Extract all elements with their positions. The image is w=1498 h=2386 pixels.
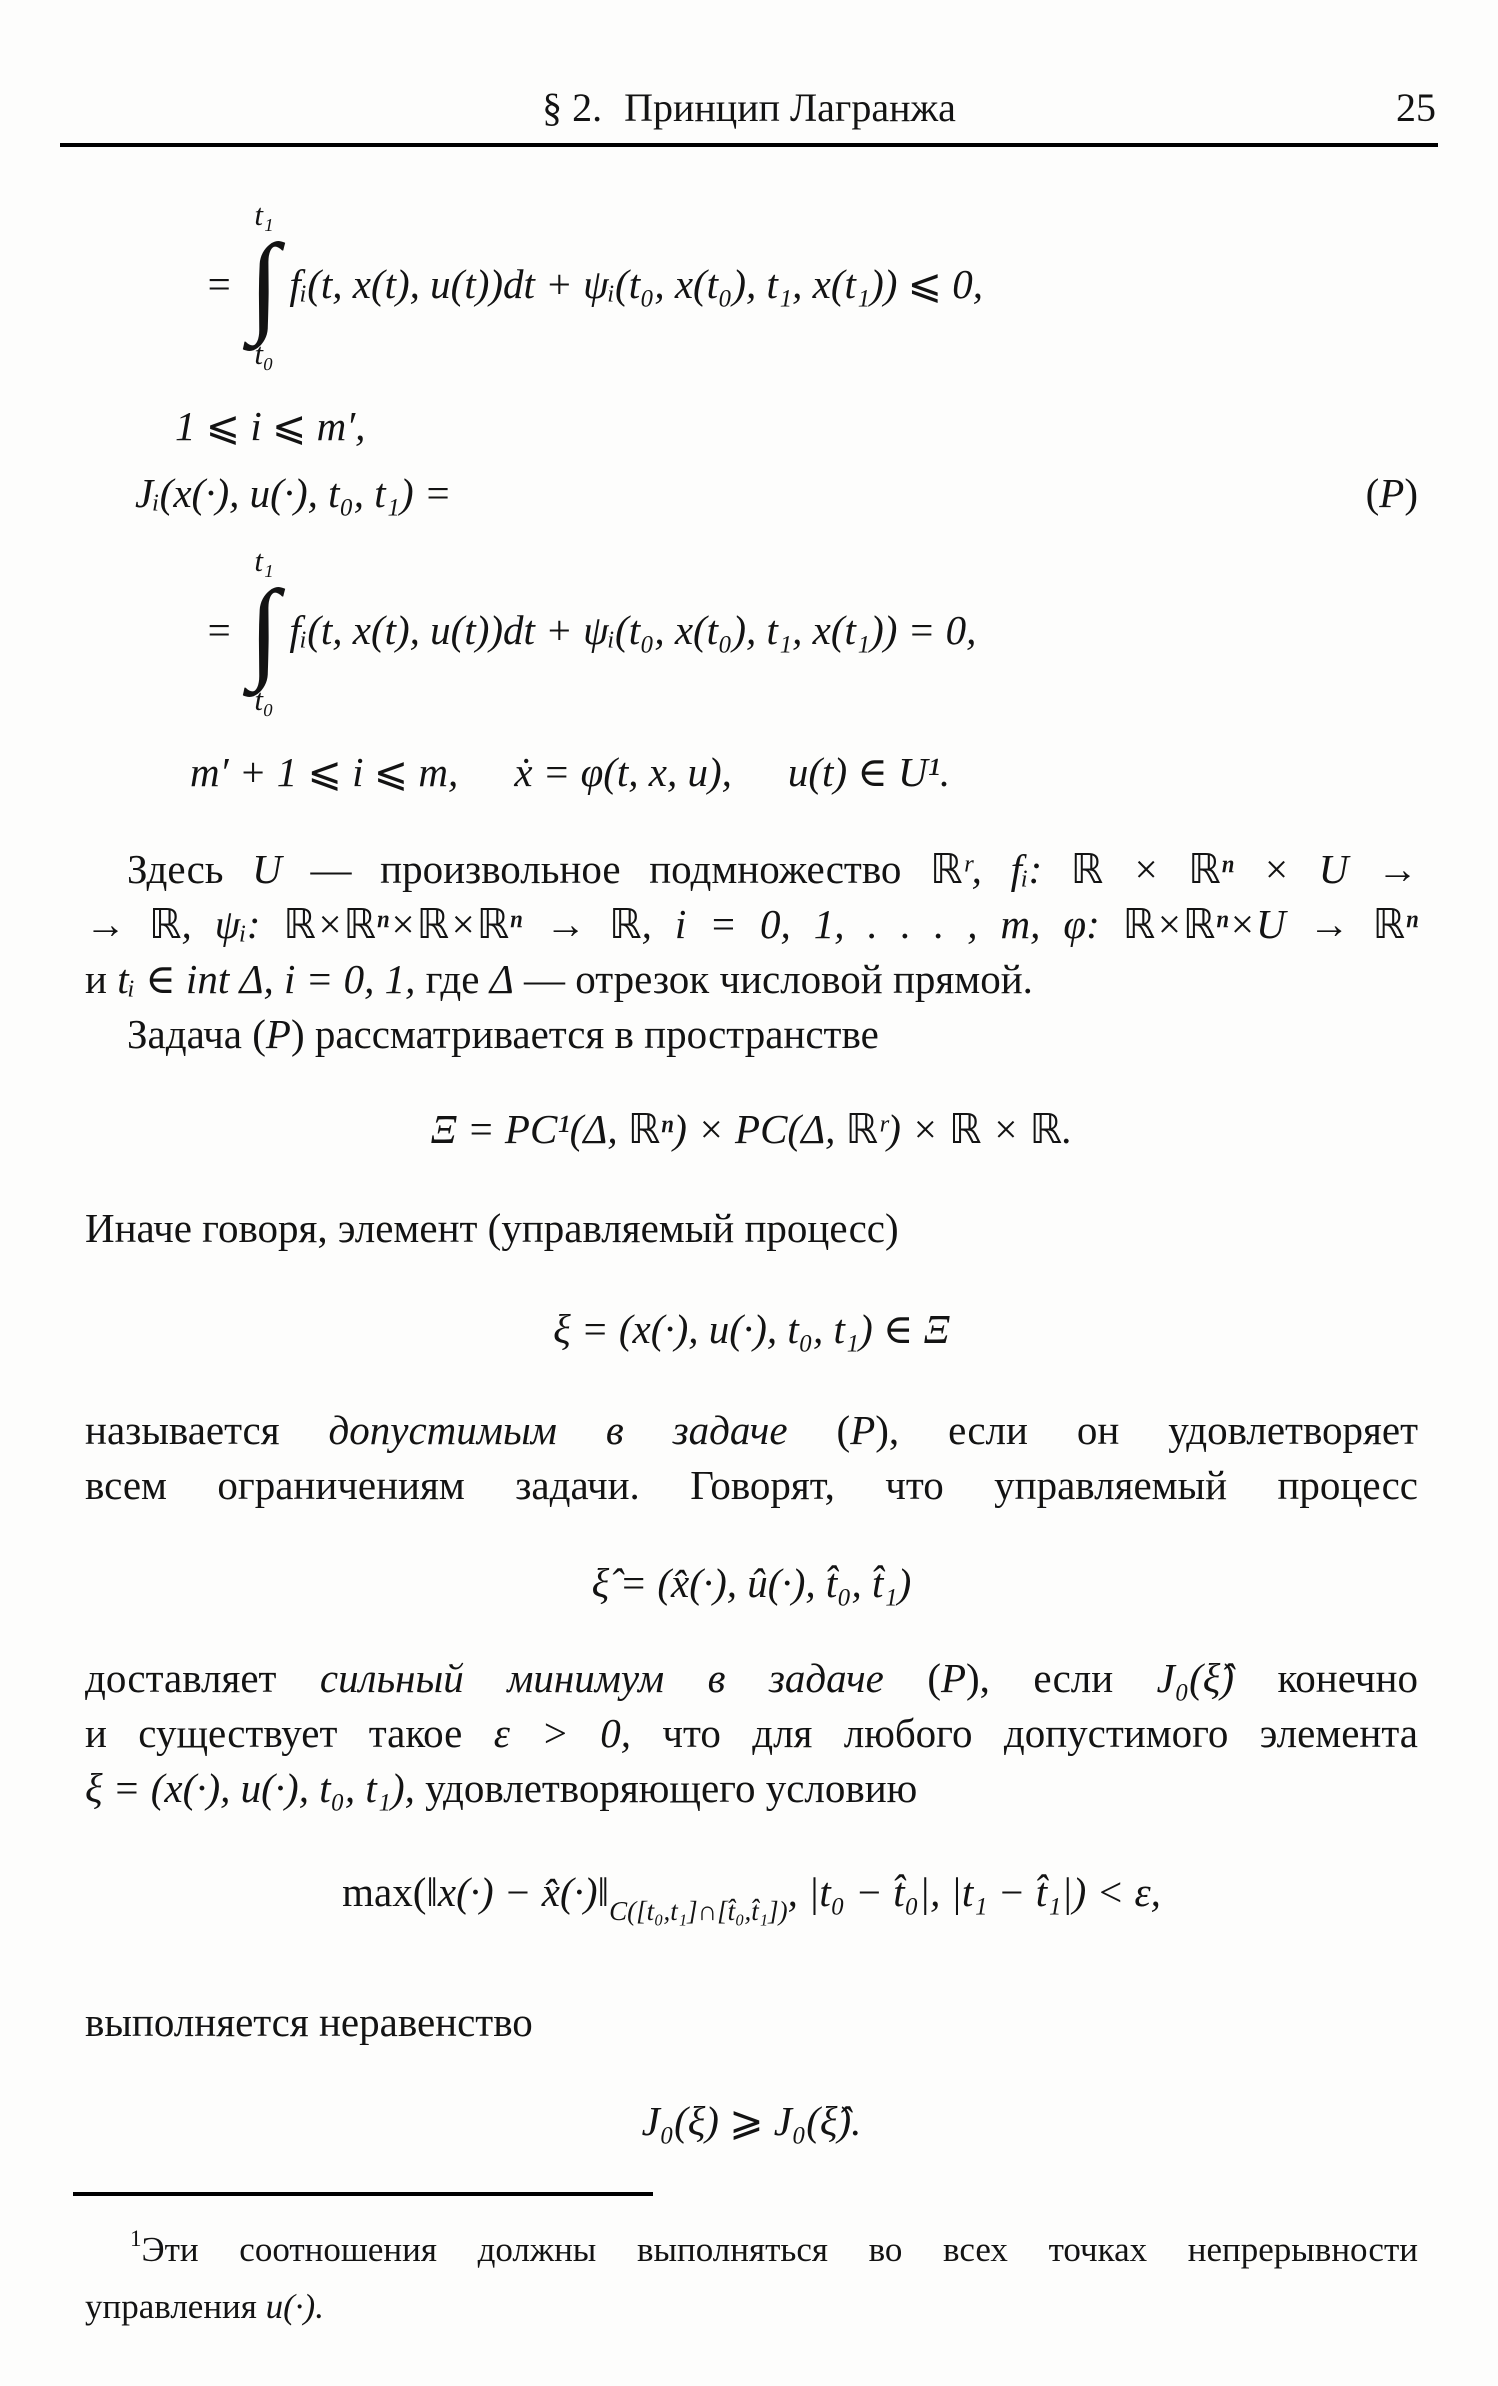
math-segment: tᵢ ∈ int Δ, i = 0, 1, (117, 956, 416, 1002)
footnote-marker: 1 (130, 2226, 142, 2251)
math-segment: ‖x(·) − x̂(·)‖ (426, 1869, 610, 1915)
paragraph-problem-space (85, 1007, 1418, 1062)
section-mark: § 2. (542, 85, 603, 130)
paragraph-line (85, 842, 1418, 897)
math-segment: ε > 0, (493, 1710, 632, 1756)
text-segment: называется (85, 1407, 329, 1453)
text-segment: — отрезок числовой прямой. (513, 956, 1033, 1002)
integral-sign: ∫ (248, 568, 280, 692)
equals-sign: = (205, 260, 233, 307)
integral-lower-limit: t₀ (254, 336, 274, 371)
footnote-rule (73, 2192, 653, 2196)
paragraph-line (85, 952, 1418, 1007)
page-content (85, 199, 1418, 2335)
norm-subscript: C([t₀,t₁]∩[t̂₀,t̂₁]) (609, 1896, 788, 1926)
paragraph-line: → ℝ, ψᵢ: ℝ×ℝⁿ×ℝ×ℝⁿ → ℝ, i = 0, 1, . . . , m, φ: ℝ×ℝⁿ×U → ℝⁿ (85, 901, 1418, 947)
label-letter: P (1379, 470, 1405, 516)
math-segment: u(·). (265, 2287, 324, 2326)
paragraph-definitions (85, 842, 1418, 1007)
math-segment: , |t₀ − t̂₀|, |t₁ − t̂₁|) < ε, (787, 1869, 1161, 1915)
math-segment: P (940, 1655, 967, 1701)
index-range-condition-2: m′ + 1 ⩽ i ⩽ m, (190, 749, 459, 795)
text-segment: ), если (966, 1655, 1157, 1701)
text-segment: и существует такое (85, 1710, 494, 1756)
section-heading (542, 85, 956, 130)
paragraph-line (85, 1706, 1418, 1761)
paragraph-line (85, 1651, 1418, 1706)
text-segment: конечно (1234, 1655, 1418, 1701)
paragraph-admissible (85, 1403, 1418, 1513)
display-element-equation: ξ = (x(·), u(·), t₀, t₁) ∈ Ξ (553, 1306, 950, 1352)
equation-2-integral-row (205, 545, 1418, 715)
text-segment: ), если он удовлетворяет (875, 1407, 1419, 1453)
text-segment: управления (85, 2287, 266, 2326)
equals-sign: = (205, 606, 233, 653)
integrand-expression: fᵢ(t, x(t), u(t))dt + ψᵢ(t₀, x(t₀), t₁, x(t₁)) ⩽ 0, (289, 260, 984, 307)
paragraph-line (85, 1403, 1418, 1458)
text-segment: Здесь (127, 846, 253, 892)
paragraph-inequality-intro: выполняется неравенство (85, 1999, 533, 2045)
math-segment: Δ (489, 956, 514, 1002)
integral-with-limits (249, 199, 280, 369)
footnote-line (85, 2278, 1418, 2335)
integral-with-limits (249, 545, 280, 715)
math-segment: ξ = (x(·), u(·), t₀, t₁), (85, 1765, 415, 1811)
header-rule (60, 143, 1438, 147)
display-max-condition (85, 1852, 1418, 1951)
text-segment: Задача ( (127, 1011, 266, 1057)
constraints-row (190, 745, 1418, 800)
integral-upper-limit: t₁ (254, 543, 274, 578)
text-segment: Эти соотношения должны выполняться во всех точках непрерывности (141, 2230, 1418, 2269)
label-paren-open: ( (1365, 470, 1380, 516)
math-segment: J₀(ξ̂) (1156, 1655, 1234, 1701)
problem-label (1366, 466, 1418, 521)
display-inequality: J₀(ξ) ⩾ J₀(ξ̂). (641, 2098, 862, 2144)
control-constraint: u(t) ∈ U¹. (787, 749, 951, 795)
index-range-condition-1: 1 ⩽ i ⩽ m′, (175, 403, 366, 449)
emphasis-segment: сильный минимум в задаче (319, 1655, 884, 1701)
text-segment: ( (787, 1407, 851, 1453)
text-segment: ( (883, 1655, 941, 1701)
text-segment: — произвольное подмножество (281, 846, 931, 892)
page-header (60, 86, 1438, 130)
section-title: Принцип Лагранжа (624, 85, 956, 130)
display-space-equation: Ξ = PC¹(Δ, ℝⁿ) × PC(Δ, ℝʳ) × ℝ × ℝ. (430, 1106, 1073, 1152)
text-segment: что для любого допустимого элемента (631, 1710, 1418, 1756)
functional-definition-row (85, 466, 1418, 521)
integrand-expression: fᵢ(t, x(t), u(t))dt + ψᵢ(t₀, x(t₀), t₁, x(t₁)) = 0, (289, 606, 977, 653)
label-paren-close: ) (1404, 470, 1418, 516)
math-segment: U (252, 846, 282, 892)
paragraph-line: всем ограничениям задачи. Говорят, что управляемый процесс (85, 1462, 1418, 1508)
text-segment: доставляет (85, 1655, 320, 1701)
integral-upper-limit: t₁ (254, 197, 274, 232)
math-segment: P (850, 1407, 876, 1453)
text-segment: удовлетворяющего условию (414, 1765, 918, 1811)
text-segment: max( (342, 1869, 427, 1915)
display-hat-element: ξ̂ = (x̂(·), û(·), t̂₀, t̂₁) (591, 1560, 912, 1606)
math-segment: ℝʳ, fᵢ: ℝ × ℝⁿ × U → (930, 846, 1418, 892)
paragraph-line (85, 1761, 1418, 1816)
paragraph-element-intro: Иначе говоря, элемент (управляемый процесс) (85, 1205, 899, 1251)
text-segment: где (415, 956, 490, 1002)
functional-expression: Jᵢ(x(·), u(·), t₀, t₁) = (135, 470, 452, 516)
footnote-line (85, 2210, 1418, 2278)
integral-lower-limit: t₀ (254, 682, 274, 717)
page-number: 25 (1396, 85, 1436, 130)
paragraph-strong-minimum (85, 1651, 1418, 1816)
footnote (85, 2210, 1418, 2335)
equation-1-integral-row (205, 199, 1418, 369)
ode-equation: ẋ = φ(t, x, u), (514, 749, 732, 795)
text-segment: и (85, 956, 118, 1002)
math-segment: P (265, 1011, 291, 1057)
integral-sign: ∫ (248, 222, 280, 346)
emphasis-segment: допустимым в задаче (328, 1407, 788, 1453)
text-segment: ) рассматривается в пространстве (290, 1011, 879, 1057)
